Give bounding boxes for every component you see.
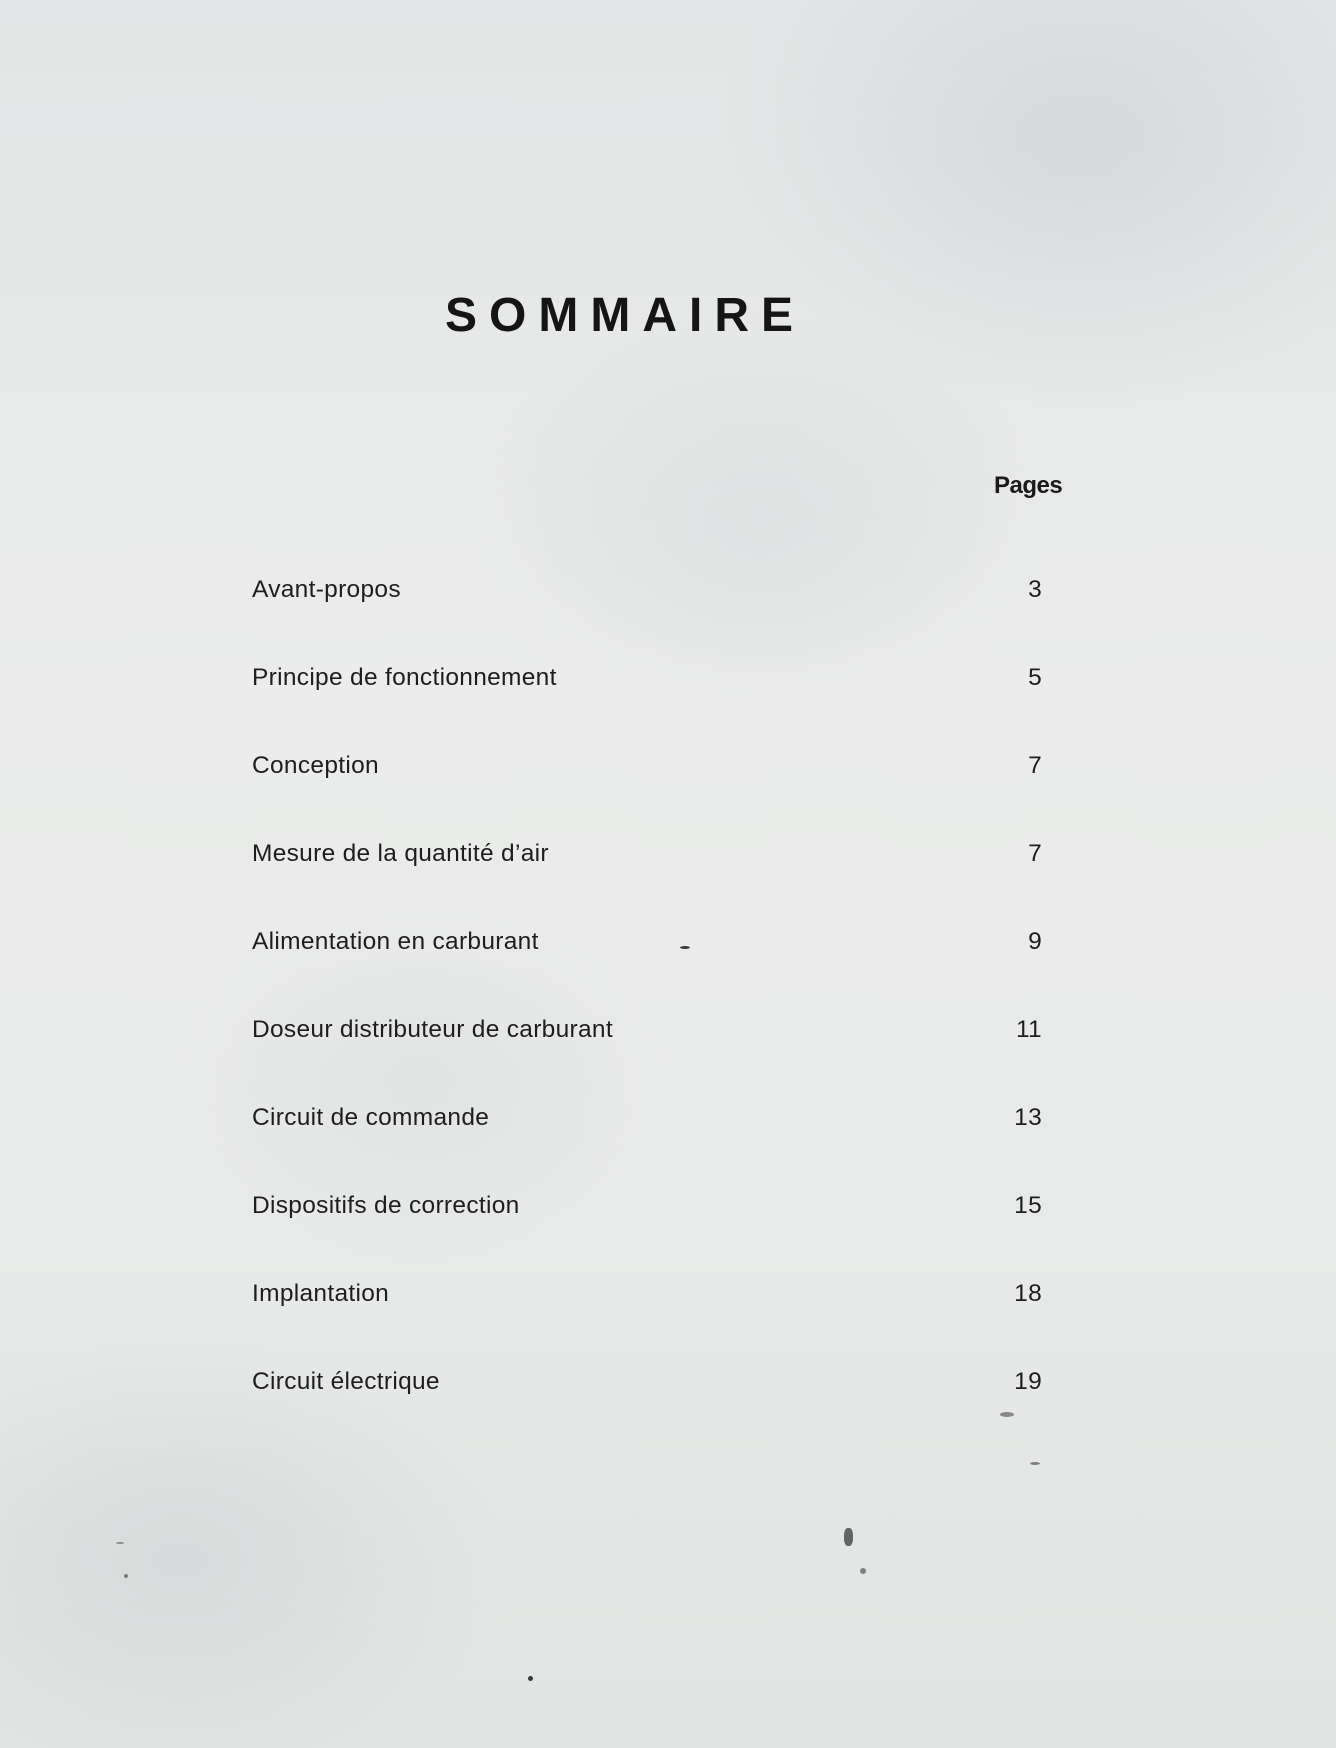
scan-speck	[680, 946, 690, 949]
toc-entry-label: Dispositifs de correction	[252, 1192, 520, 1219]
toc-entry-page: 19	[1014, 1368, 1042, 1395]
toc-entry-page: 15	[1014, 1192, 1042, 1219]
scan-speck	[1000, 1412, 1014, 1417]
scan-speck	[1030, 1462, 1040, 1465]
toc-entry-page: 13	[1014, 1104, 1042, 1131]
scan-speck	[844, 1528, 853, 1546]
toc-entry-label: Avant-propos	[252, 576, 401, 603]
toc-entry-label: Principe de fonctionnement	[252, 664, 557, 691]
toc-entry	[252, 1186, 1062, 1274]
toc-entry-page: 7	[1028, 840, 1042, 867]
toc-entry-label: Mesure de la quantité d’air	[252, 840, 549, 867]
table-of-contents	[252, 570, 1062, 1450]
toc-entry-label: Circuit électrique	[252, 1368, 440, 1395]
toc-entry	[252, 1362, 1062, 1450]
toc-entry-page: 18	[1014, 1280, 1042, 1307]
toc-entry	[252, 570, 1062, 658]
toc-entry	[252, 1098, 1062, 1186]
toc-entry-page: 7	[1028, 752, 1042, 779]
toc-entry-page: 11	[1015, 1016, 1042, 1043]
scan-speck	[124, 1574, 128, 1578]
toc-entry-page: 5	[1028, 664, 1042, 691]
toc-entry-label: Alimentation en carburant	[252, 928, 539, 955]
toc-entry	[252, 746, 1062, 834]
pages-column-header: Pages	[994, 472, 1063, 499]
toc-entry	[252, 1010, 1062, 1098]
scan-speck	[528, 1676, 533, 1681]
toc-entry-label: Implantation	[252, 1280, 390, 1307]
scan-speck	[860, 1568, 866, 1574]
page-title: SOMMAIRE	[445, 289, 805, 342]
toc-entry	[252, 1274, 1062, 1362]
toc-entry	[252, 922, 1062, 1010]
toc-entry-page: 3	[1028, 576, 1042, 603]
toc-entry-label: Circuit de commande	[252, 1104, 490, 1131]
scan-speck	[116, 1542, 124, 1544]
toc-entry-label: Conception	[252, 752, 379, 779]
toc-entry-label: Doseur distributeur de carburant	[252, 1016, 613, 1043]
toc-entry	[252, 658, 1062, 746]
toc-entry-page: 9	[1028, 928, 1042, 955]
toc-entry	[252, 834, 1062, 922]
